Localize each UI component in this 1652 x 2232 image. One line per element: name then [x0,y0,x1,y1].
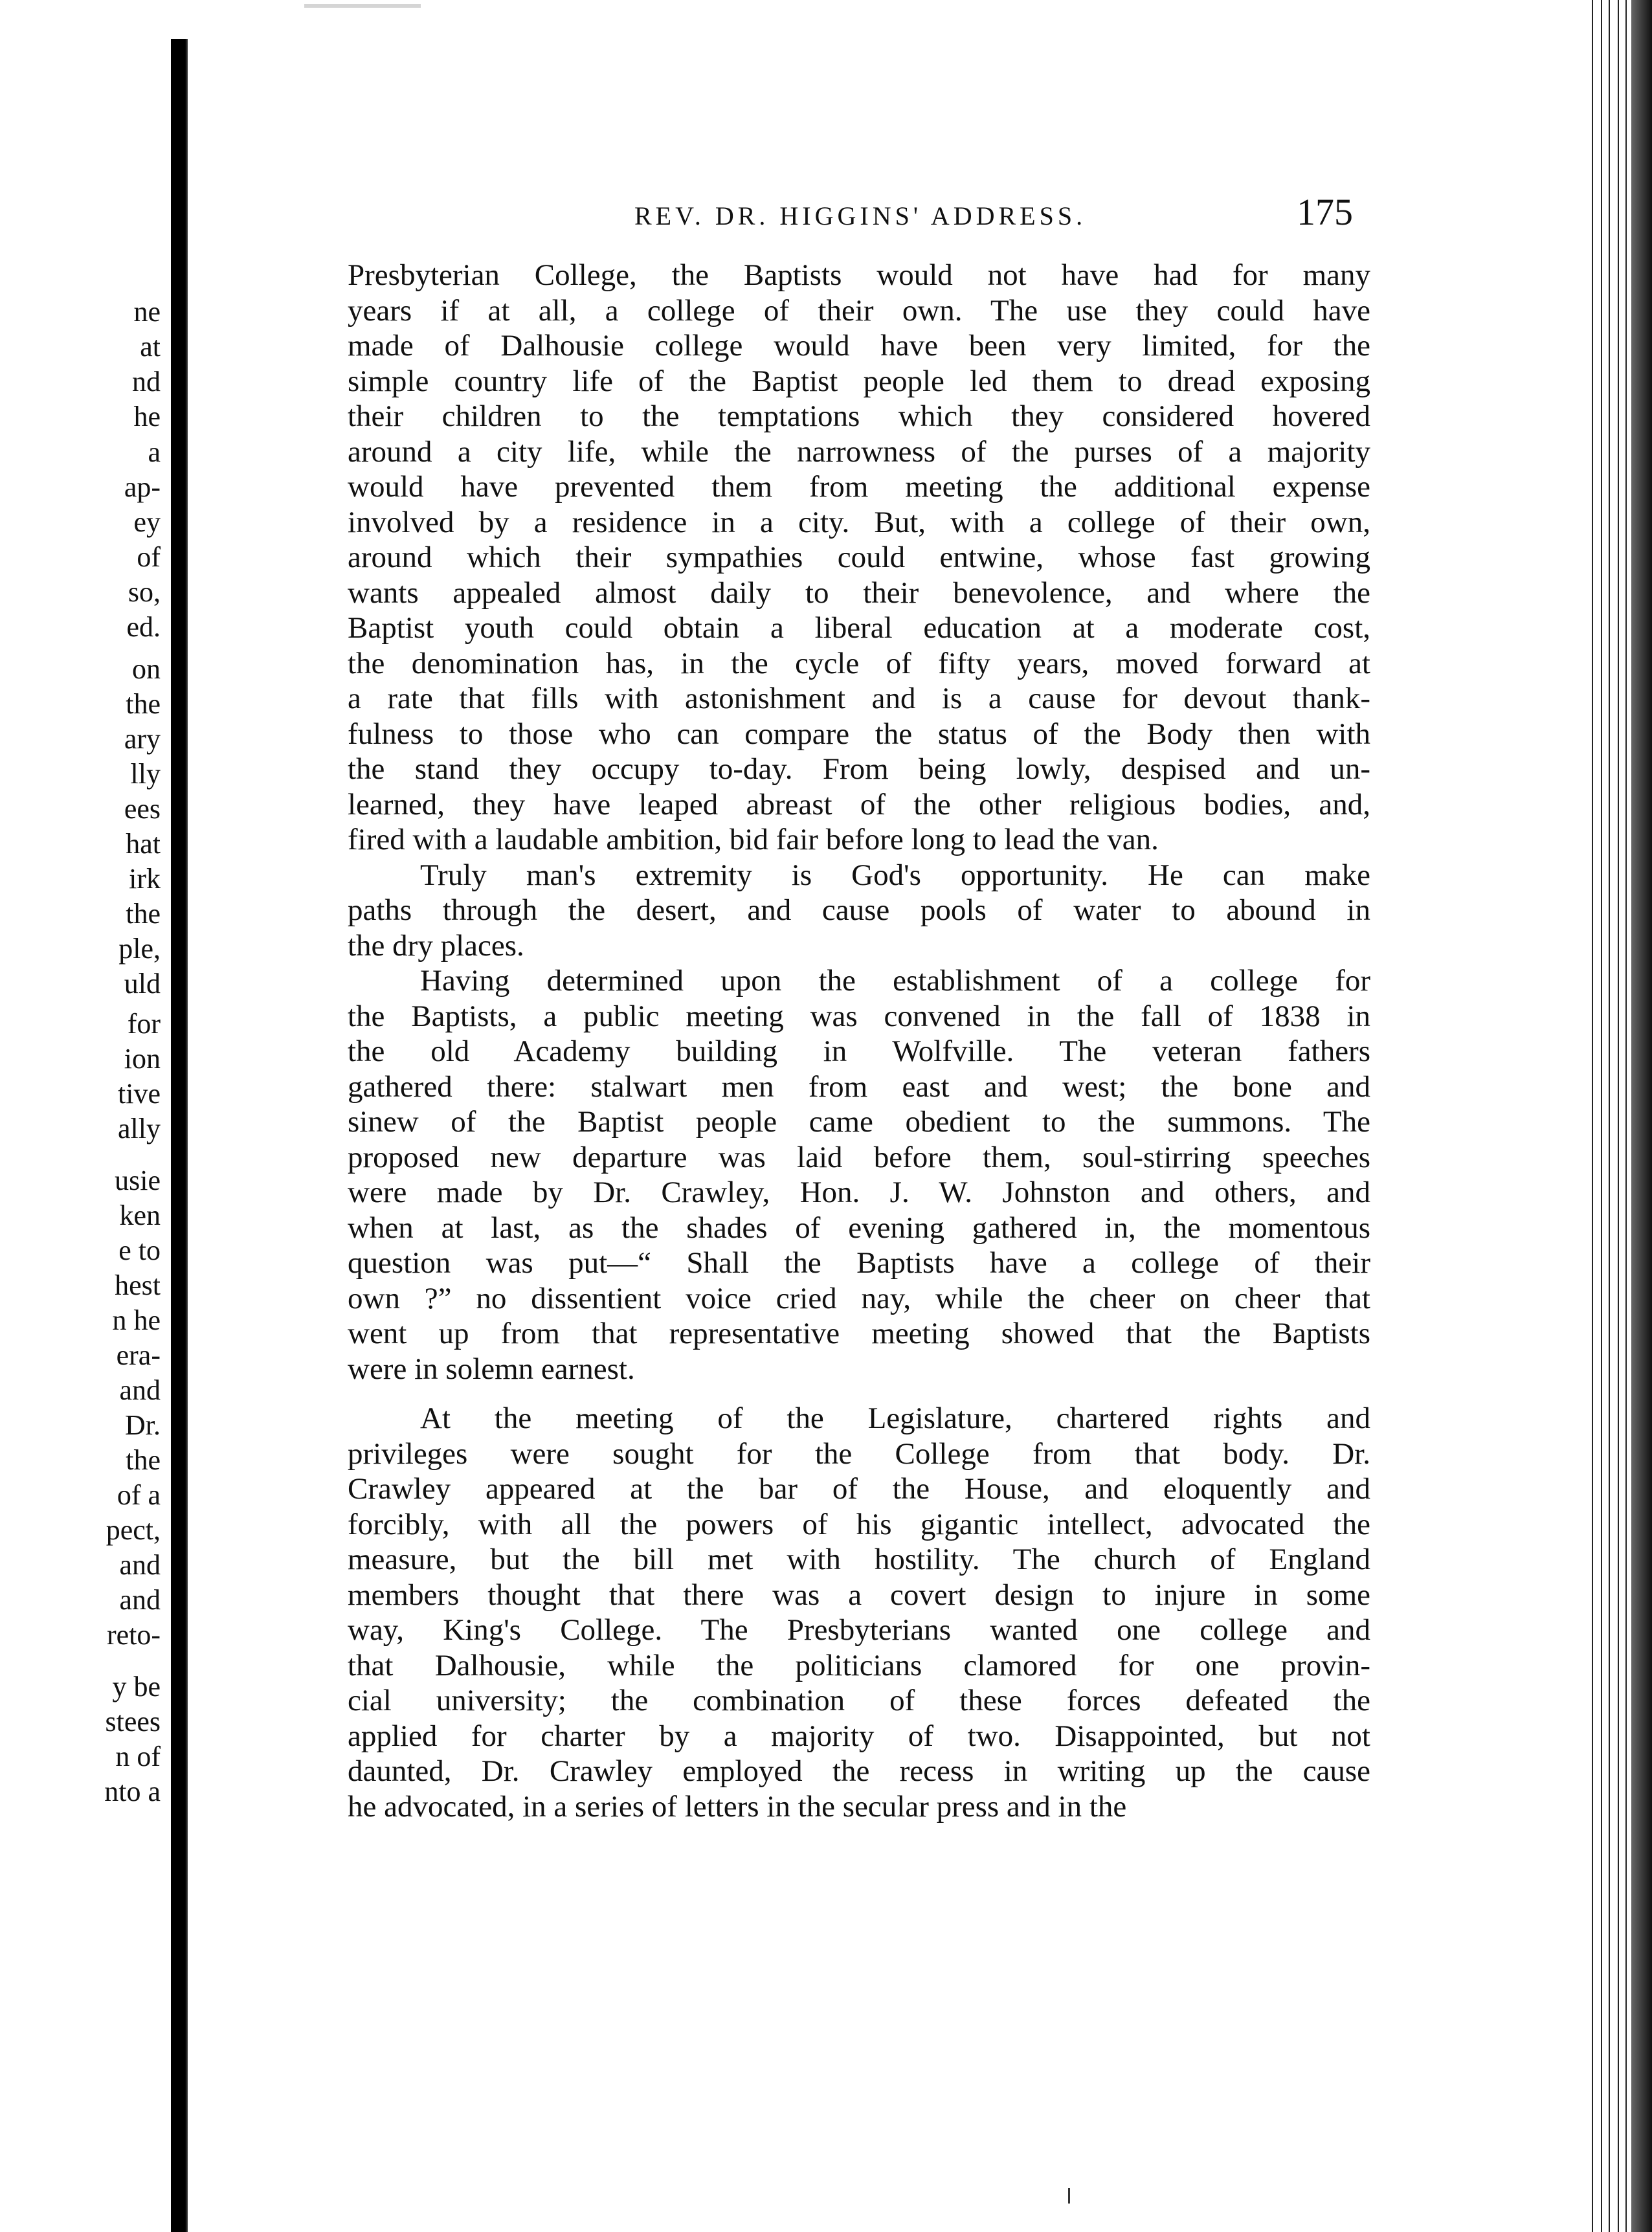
scan-mark [1068,2188,1070,2204]
facing-page-line: stees [105,1706,161,1737]
facing-page-line: a [148,436,161,468]
facing-page-line: Dr. [125,1409,161,1441]
text-line: paths through the desert, and cause pools of water to abound in [348,893,1370,927]
text-line: Having determined upon the establishment of a college for [420,964,1370,998]
text-line: Presbyterian College, the Baptists would not have had for many [348,258,1370,292]
text-line: measure, but the bill met with hostility. The church of England [348,1543,1370,1576]
text-line: way, King's College. The Presbyterians wanted one college and [348,1613,1370,1647]
text-line: members thought that there was a covert design to injure in some [348,1578,1370,1612]
facing-page-line: and [119,1584,161,1616]
text-line: fulness to those who can compare the status of the Body then with [348,717,1370,751]
facing-page-line: irk [129,863,161,895]
facing-page-line: ary [124,723,161,755]
text-line: that Dalhousie, while the politicians clamored for one provin- [348,1648,1370,1682]
text-line: privileges were sought for the College from that body. Dr. [348,1436,1370,1471]
text-line: own ?” no dissentient voice cried nay, while the cheer on cheer that [348,1281,1370,1315]
text-line: years if at all, a college of their own. The use they could have [348,293,1370,328]
facing-page-line: hest [115,1269,161,1301]
text-line: sinew of the Baptist people came obedient to the summons. The [348,1105,1370,1139]
text-line: a rate that fills with astonishment and is a cause for devout thank- [348,682,1370,715]
facing-page-line: ken [119,1200,161,1231]
text-line: learned, they have leaped abreast of the other religious bodies, and, [348,787,1370,821]
text-line: the old Academy building in Wolfville. The veteran fathers [348,1034,1370,1068]
text-line: applied for charter by a majority of two. Disappointed, but not [348,1719,1370,1753]
facing-page-line: ey [133,506,161,538]
book-gutter [171,39,188,2232]
text-line: Baptist youth could obtain a liberal education at a moderate cost, [348,611,1370,645]
facing-page-line: ees [124,793,161,825]
page-body [348,258,1370,1824]
facing-page-line: era- [116,1339,161,1371]
text-line: Truly man's extremity is God's opportunity. He can make [420,858,1370,892]
facing-page-line: hat [126,828,161,860]
facing-page-line: on [132,653,161,685]
text-line: he advocated, in a series of letters in the secular press and in the [348,1789,1127,1824]
facing-page-line: the [126,898,161,930]
facing-page-line: and [119,1374,161,1406]
text-line: made of Dalhousie college would have been very limited, for the [348,329,1370,363]
facing-page-line: nto a [104,1776,161,1807]
text-line: were made by Dr. Crawley, Hon. J. W. Johnston and others, and [348,1176,1370,1209]
facing-page-line: ap- [124,471,161,503]
facing-page-line: pect, [106,1514,161,1546]
text-line: wants appealed almost daily to their benevolence, and where the [348,575,1370,610]
facing-page-line: e to [118,1234,161,1266]
text-line: went up from that representative meeting showed that the Baptists [348,1317,1370,1350]
text-line: Crawley appeared at the bar of the House, and eloquently and [348,1472,1370,1506]
facing-page-line: ally [118,1113,161,1144]
facing-page-line: of a [117,1479,161,1511]
facing-page-line: uld [124,968,161,999]
text-line: At the meeting of the Legislature, chartered rights and [420,1401,1370,1435]
text-line: daunted, Dr. Crawley employed the recess in writing up the cause [348,1754,1370,1788]
text-line: around which their sympathies could entwine, whose fast growing [348,541,1370,574]
facing-page-line: so, [128,576,161,608]
book-page [194,0,1586,2232]
text-line: would have prevented them from meeting the additional expense [348,470,1370,504]
facing-page-line: n he [112,1304,161,1336]
paragraph-gap [348,1387,1370,1401]
facing-page-line: for [127,1008,161,1040]
facing-page-line: y be [112,1671,161,1702]
text-line: the stand they occupy to-day. From being lowly, despised and un- [348,752,1370,786]
text-line: proposed new departure was laid before them, soul-stirring speeches [348,1140,1370,1174]
page-number: 175 [1297,191,1353,233]
text-line: the dry places. [348,928,524,963]
facing-page-line: lly [130,758,161,790]
facing-page-line: and [119,1549,161,1581]
text-line: the denomination has, in the cycle of fifty years, moved forward at [348,646,1370,680]
facing-page-line: n of [115,1741,161,1772]
text-line: were in solemn earnest. [348,1352,635,1386]
text-line: cial university; the combination of these forces defeated the [348,1684,1370,1717]
facing-page-line: usie [115,1165,161,1196]
text-line: simple country life of the Baptist people led them to dread exposing [348,364,1370,398]
text-line: question was put—“ Shall the Baptists have a college of their [348,1246,1370,1280]
text-line: involved by a residence in a city. But, with a college of their own, [348,505,1370,539]
text-line: the Baptists, a public meeting was convened in the fall of 1838 in [348,999,1370,1033]
text-line: fired with a laudable ambition, bid fair before long to lead the van. [348,823,1159,856]
text-line: their children to the temptations which they considered hovered [348,399,1370,433]
facing-page-line: ne [133,296,161,328]
text-line: when at last, as the shades of evening gathered in, the momentous [348,1211,1370,1245]
facing-page-line: tive [118,1078,161,1110]
page-edge-shadow [1631,0,1652,2232]
facing-page-line: the [126,1444,161,1476]
facing-page-line: of [137,541,161,573]
text-line: around a city life, while the narrowness of the purses of a majority [348,434,1370,469]
facing-page-line: nd [132,366,161,397]
facing-page-fragment [0,0,170,2232]
facing-page-line: the [126,688,161,720]
facing-page-line: he [133,401,161,432]
facing-page-line: ple, [118,933,161,965]
facing-page-line: reto- [106,1619,161,1651]
facing-page-line: ed. [126,611,161,643]
facing-page-line: ion [124,1043,161,1075]
running-head: REV. DR. HIGGINS' ADDRESS. [634,201,1087,230]
text-line: forcibly, with all the powers of his gigantic intellect, advocated the [348,1507,1370,1541]
text-line: gathered there: stalwart men from east and west; the bone and [348,1069,1370,1104]
facing-page-line: at [140,331,161,363]
